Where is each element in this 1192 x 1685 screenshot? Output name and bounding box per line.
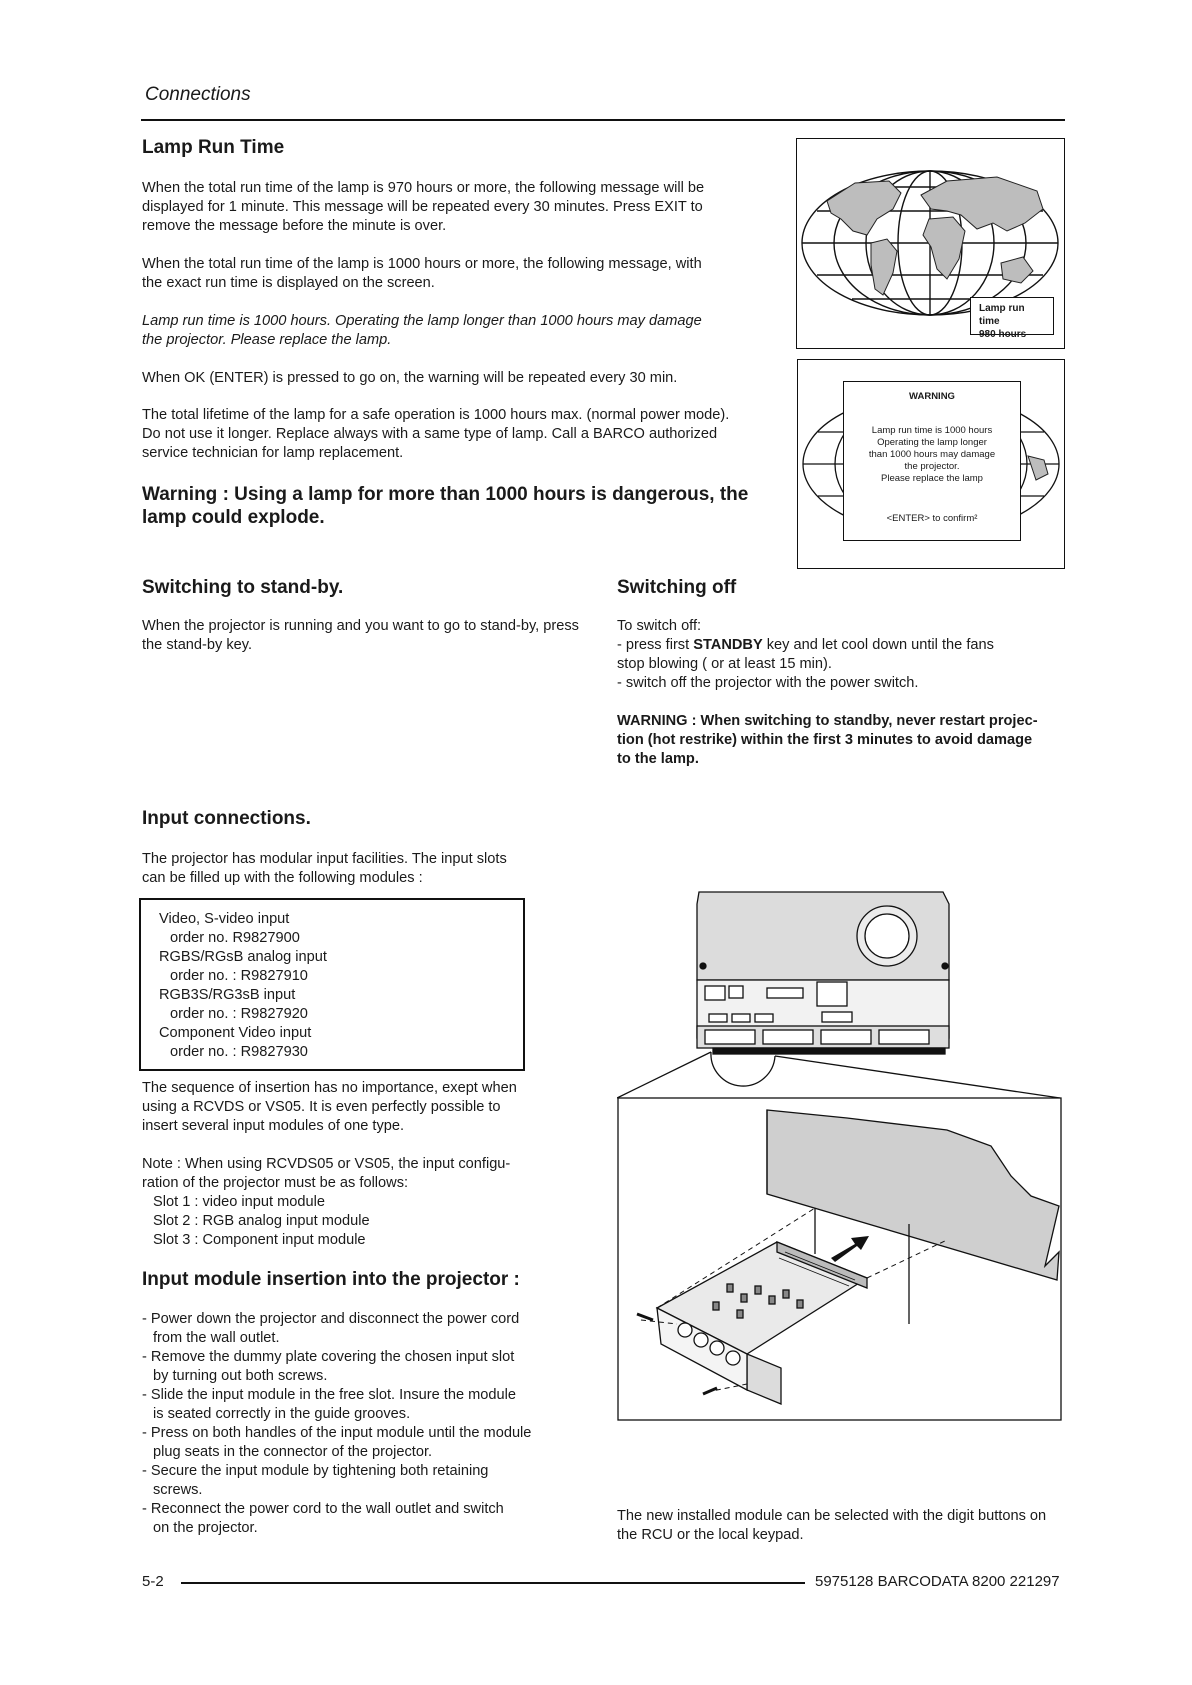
module-name: Component Video input — [159, 1025, 312, 1041]
module-name: RGBS/RGsB analog input — [159, 949, 327, 965]
header-rule — [141, 119, 1065, 121]
lamp-message-quote: Lamp run time is 1000 hours. Operating the lamp longer than 1000 hours may damage the projector. Please replace the lamp. — [142, 313, 702, 348]
warning-dialog: WARNING Lamp run time is 1000 hours Operating the lamp longer than 1000 hours may damage the projector. Please replace the lamp <ENTER> to confirm² — [843, 381, 1021, 541]
warning-dialog-confirm: <ENTER> to confirm² — [886, 513, 978, 524]
document-id: 5975128 BARCODATA 8200 221297 — [815, 1573, 1060, 1590]
module-order: order no. : R9827930 — [170, 1044, 308, 1060]
module-order: order no. R9827900 — [170, 930, 300, 946]
standby-title: Switching to stand-by. — [142, 577, 344, 598]
module-name: RGB3S/RG3sB input — [159, 987, 296, 1003]
footer-rule — [181, 1582, 805, 1584]
insertion-sequence-text: The sequence of insertion has no importance, exept when using a RCVDS or VS05. It is even perfectly possible to insert several input modules of one type. — [142, 1080, 517, 1134]
module-list-box — [139, 898, 525, 1071]
lamp-run-time-figure — [796, 138, 1065, 349]
switch-off-title: Switching off — [617, 577, 737, 598]
module-selection-note: The new installed module can be selected with the digit buttons on the RCU or the local keypad. — [617, 1508, 1047, 1543]
lamp-paragraph-1000: When the total run time of the lamp is 1000 hours or more, the following message, with the exact run time is displayed on the screen. — [142, 256, 702, 291]
standby-text: When the projector is running and you want to go to stand-by, press the stand-by key. — [142, 618, 579, 653]
module-name: Video, S-video input — [159, 911, 290, 927]
switch-off-text: To switch off: - press first STANDBY key and let cool down until the fans stop blowing ( or at least 15 min). - switch off the projector with the power switch. — [617, 618, 994, 691]
slot-configuration-note: Note : When using RCVDS05 or VS05, the input configu- ration of the projector must be as follows: Slot 1 : video input module Slot 2 : RGB analog input module Slot 3 : Component input module — [142, 1156, 511, 1248]
page-number: 5-2 — [142, 1573, 164, 1590]
input-connections-title: Input connections. — [142, 808, 311, 829]
lamp-paragraph-970: When the total run time of the lamp is 970 hours or more, the following message will be displayed for 1 minute. This message will be repeated every 30 minutes. Press EXIT to remove the message before the minute is over. — [142, 180, 705, 234]
module-order: order no. : R9827920 — [170, 1006, 308, 1022]
insertion-steps: - Power down the projector and disconnect the power cord from the wall outlet. - Remove the dummy plate covering the chosen input slot by turning out both screws. - Slide the input module in the free slot. Insure the module is seated correctly in the guide grooves. - Press on both handles of the input module until the module plug seats in the connector of the projector. - Secure the input module by tightening both retaining screws. - Reconnect the power cord to the wall outlet and switch on the projector. — [142, 1311, 532, 1536]
insertion-title: Input module insertion into the projector : — [142, 1269, 520, 1290]
lamp-warning-figure — [797, 359, 1065, 569]
input-connections-intro: The projector has modular input facilities. The input slots can be filled up with the following modules : — [142, 851, 507, 886]
lamp-paragraph-lifetime: The total lifetime of the lamp for a safe operation is 1000 hours max. (normal power mode). Do not use it longer. Replace always with a same type of lamp. Call a BARCO authorized service technician for lamp replacement. — [142, 407, 730, 461]
lamp-paragraph-enter: When OK (ENTER) is pressed to go on, the warning will be repeated every 30 min. — [142, 370, 678, 386]
projector-input-module-illustration — [617, 884, 1065, 1424]
warning-dialog-title: WARNING — [909, 391, 955, 402]
lamp-run-time-osd: Lamp run time 980 hours — [970, 297, 1054, 335]
switch-off-warning: WARNING : When switching to standby, never restart projec- tion (hot restrike) within the first 3 minutes to avoid damage to the lamp. — [617, 713, 1038, 767]
module-order: order no. : R9827910 — [170, 968, 308, 984]
running-header: Connections — [145, 84, 251, 105]
lamp-run-time-title: Lamp Run Time — [142, 137, 285, 158]
lamp-explode-warning: Warning : Using a lamp for more than 1000 hours is dangerous, the lamp could explode. — [142, 484, 749, 528]
